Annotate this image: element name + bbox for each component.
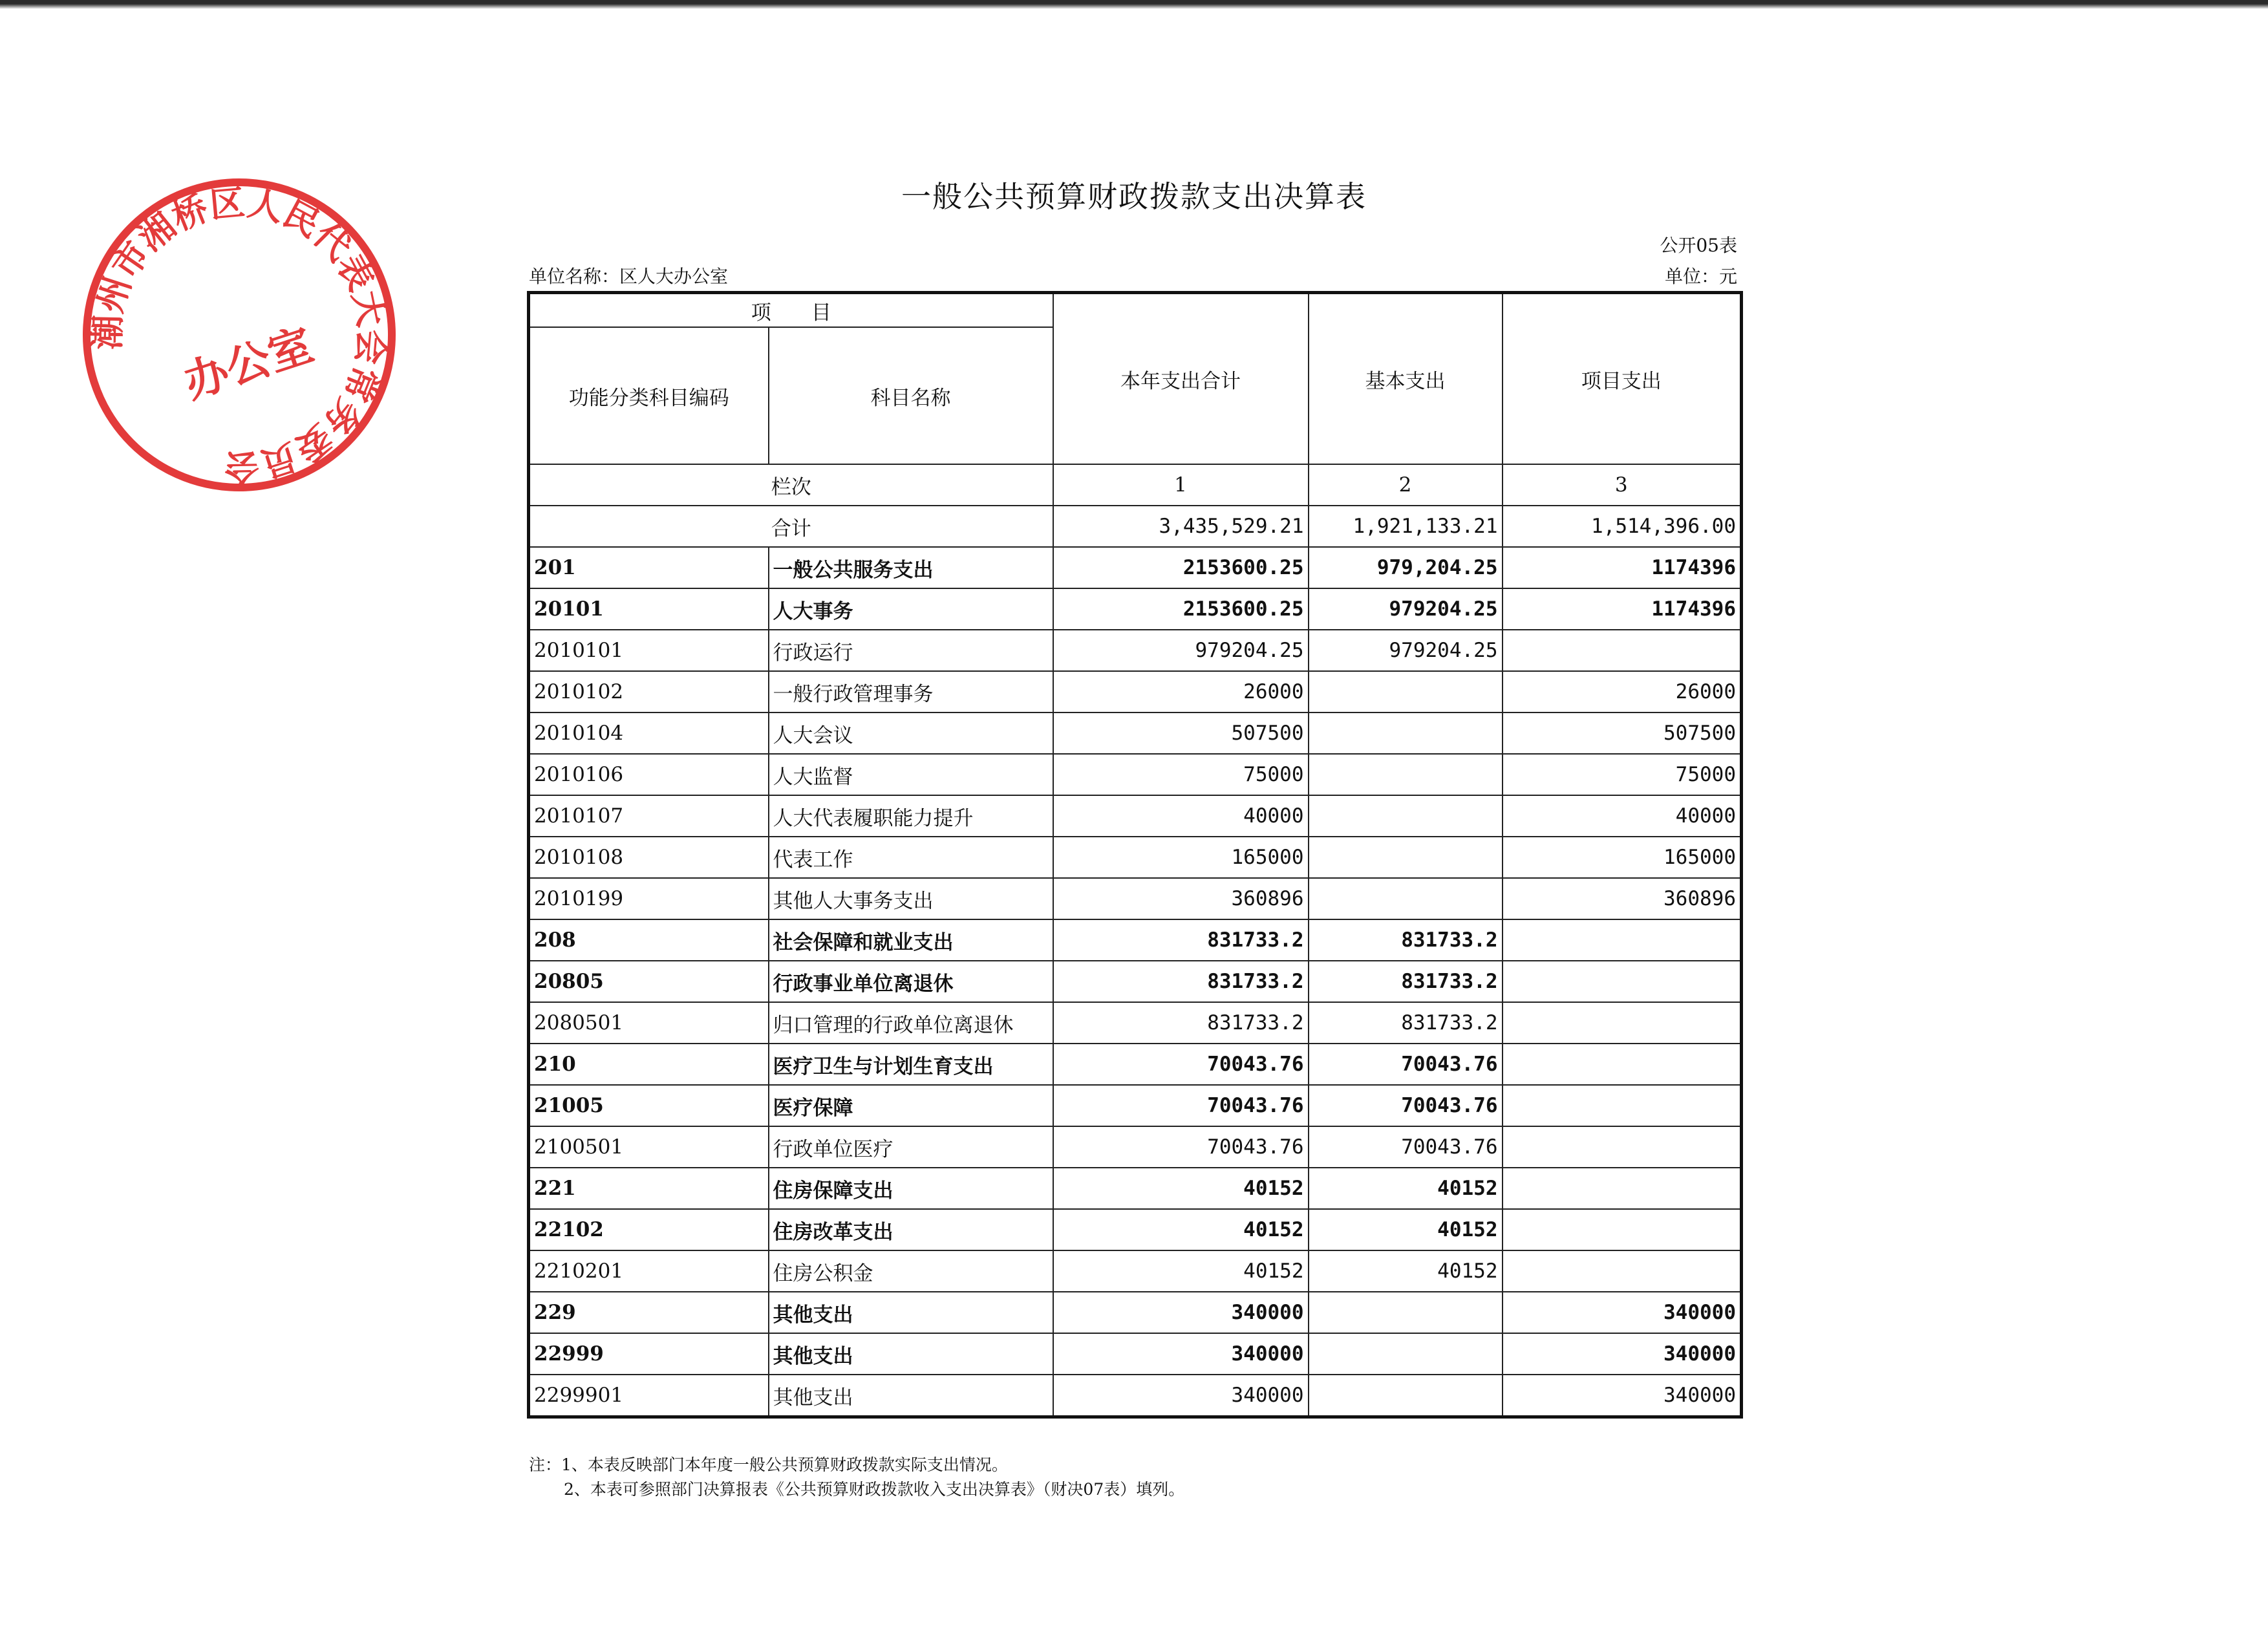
row-project — [1503, 961, 1742, 1002]
row-total: 979204.25 — [1053, 630, 1309, 671]
row-name: 医疗保障 — [769, 1085, 1053, 1126]
total-amount: 3,435,529.21 — [1053, 506, 1309, 547]
row-project: 75000 — [1503, 754, 1742, 795]
row-name: 住房保障支出 — [769, 1168, 1053, 1209]
table-row — [529, 1333, 1742, 1375]
row-code: 22999 — [529, 1333, 769, 1375]
table-row — [529, 1085, 1742, 1126]
row-project: 507500 — [1503, 712, 1742, 754]
row-name: 住房改革支出 — [769, 1209, 1053, 1250]
row-code: 2100501 — [529, 1126, 769, 1168]
row-project — [1503, 630, 1742, 671]
row-total: 40152 — [1053, 1250, 1309, 1292]
row-code: 22102 — [529, 1209, 769, 1250]
row-name: 社会保障和就业支出 — [769, 919, 1053, 961]
table-row — [529, 547, 1742, 588]
unit-name: 单位名称：区人大办公室 — [529, 266, 729, 287]
row-code: 20805 — [529, 961, 769, 1002]
row-code: 2010106 — [529, 754, 769, 795]
row-total: 2153600.25 — [1053, 588, 1309, 630]
row-code: 2080501 — [529, 1002, 769, 1044]
currency-unit: 单位：元 — [1664, 266, 1737, 287]
scan-edge — [0, 0, 2268, 9]
row-total: 340000 — [1053, 1375, 1309, 1417]
table-row — [529, 919, 1742, 961]
row-total: 507500 — [1053, 712, 1309, 754]
table-row — [529, 878, 1742, 919]
row-basic — [1309, 1375, 1503, 1417]
row-basic: 40152 — [1309, 1168, 1503, 1209]
row-code: 210 — [529, 1044, 769, 1085]
row-total: 26000 — [1053, 671, 1309, 712]
row-name: 其他支出 — [769, 1292, 1053, 1333]
table-row — [529, 961, 1742, 1002]
row-basic: 979204.25 — [1309, 630, 1503, 671]
row-project — [1503, 1168, 1742, 1209]
table-row — [529, 630, 1742, 671]
row-basic: 831733.2 — [1309, 961, 1503, 1002]
row-project: 165000 — [1503, 837, 1742, 878]
row-total: 360896 — [1053, 878, 1309, 919]
table-row — [529, 1250, 1742, 1292]
row-code: 208 — [529, 919, 769, 961]
row-code: 21005 — [529, 1085, 769, 1126]
header-total: 本年支出合计 — [1053, 293, 1309, 465]
column-index-row — [529, 464, 1742, 506]
row-name: 代表工作 — [769, 837, 1053, 878]
table-row — [529, 754, 1742, 795]
row-project: 26000 — [1503, 671, 1742, 712]
row-name: 住房公积金 — [769, 1250, 1053, 1292]
table-row — [529, 1209, 1742, 1250]
row-basic: 40152 — [1309, 1209, 1503, 1250]
row-name: 其他支出 — [769, 1375, 1053, 1417]
row-total: 40152 — [1053, 1168, 1309, 1209]
header-name: 科目名称 — [769, 327, 1053, 464]
row-total: 165000 — [1053, 837, 1309, 878]
row-project — [1503, 1002, 1742, 1044]
row-project: 340000 — [1503, 1375, 1742, 1417]
row-name: 行政运行 — [769, 630, 1053, 671]
row-code: 20101 — [529, 588, 769, 630]
table-row — [529, 712, 1742, 754]
total-basic: 1,921,133.21 — [1309, 506, 1503, 547]
row-basic: 70043.76 — [1309, 1044, 1503, 1085]
total-project: 1,514,396.00 — [1503, 506, 1742, 547]
row-basic — [1309, 878, 1503, 919]
row-name: 人大代表履职能力提升 — [769, 795, 1053, 837]
row-project — [1503, 1250, 1742, 1292]
row-project — [1503, 1209, 1742, 1250]
row-code: 2010199 — [529, 878, 769, 919]
row-code: 2210201 — [529, 1250, 769, 1292]
row-total: 75000 — [1053, 754, 1309, 795]
row-project — [1503, 1085, 1742, 1126]
row-total: 40152 — [1053, 1209, 1309, 1250]
row-code: 2299901 — [529, 1375, 769, 1417]
row-total: 40000 — [1053, 795, 1309, 837]
footnote-1: 注：1、本表反映部门本年度一般公共预算财政拨款实际支出情况。 — [529, 1455, 1008, 1474]
column-index-3: 3 — [1503, 464, 1742, 506]
row-total: 340000 — [1053, 1292, 1309, 1333]
table-row — [529, 588, 1742, 630]
row-project: 40000 — [1503, 795, 1742, 837]
table-row — [529, 1126, 1742, 1168]
table-row — [529, 795, 1742, 837]
row-name: 行政事业单位离退休 — [769, 961, 1053, 1002]
row-project — [1503, 1044, 1742, 1085]
column-index-2: 2 — [1309, 464, 1503, 506]
row-code: 2010104 — [529, 712, 769, 754]
table-row — [529, 1375, 1742, 1417]
row-code: 2010108 — [529, 837, 769, 878]
row-code: 229 — [529, 1292, 769, 1333]
table-row — [529, 1168, 1742, 1209]
row-basic: 70043.76 — [1309, 1126, 1503, 1168]
row-name: 一般公共服务支出 — [769, 547, 1053, 588]
row-project: 360896 — [1503, 878, 1742, 919]
row-total: 70043.76 — [1053, 1085, 1309, 1126]
row-basic: 831733.2 — [1309, 919, 1503, 961]
footnote-2: 2、本表可参照部门决算报表《公共预算财政拨款收入支出决算表》（财决07表）填列。 — [564, 1480, 1185, 1499]
row-project: 340000 — [1503, 1333, 1742, 1375]
header-project: 项目支出 — [1503, 293, 1742, 465]
row-name: 行政单位医疗 — [769, 1126, 1053, 1168]
row-project: 340000 — [1503, 1292, 1742, 1333]
row-code: 2010102 — [529, 671, 769, 712]
row-total: 831733.2 — [1053, 919, 1309, 961]
header-code: 功能分类科目编码 — [529, 327, 769, 464]
row-name: 人大事务 — [769, 588, 1053, 630]
table-row — [529, 1044, 1742, 1085]
row-basic — [1309, 754, 1503, 795]
row-name: 人大会议 — [769, 712, 1053, 754]
header-basic: 基本支出 — [1309, 293, 1503, 465]
row-name: 其他支出 — [769, 1333, 1053, 1375]
table-row — [529, 1292, 1742, 1333]
table-row — [529, 837, 1742, 878]
row-total: 831733.2 — [1053, 961, 1309, 1002]
form-number: 公开05表 — [1660, 235, 1737, 256]
row-name: 人大监督 — [769, 754, 1053, 795]
row-basic: 831733.2 — [1309, 1002, 1503, 1044]
table-row — [529, 671, 1742, 712]
row-code: 201 — [529, 547, 769, 588]
table-row — [529, 1002, 1742, 1044]
row-code: 2010101 — [529, 630, 769, 671]
row-basic: 40152 — [1309, 1250, 1503, 1292]
row-basic — [1309, 1333, 1503, 1375]
header-item: 项 目 — [529, 293, 1053, 328]
total-label: 合计 — [529, 506, 1053, 547]
row-basic — [1309, 1292, 1503, 1333]
row-total: 831733.2 — [1053, 1002, 1309, 1044]
row-basic — [1309, 795, 1503, 837]
total-row — [529, 506, 1742, 547]
row-code: 221 — [529, 1168, 769, 1209]
row-basic — [1309, 712, 1503, 754]
row-name: 其他人大事务支出 — [769, 878, 1053, 919]
row-basic: 979204.25 — [1309, 588, 1503, 630]
row-project: 1174396 — [1503, 588, 1742, 630]
row-name: 一般行政管理事务 — [769, 671, 1053, 712]
row-code: 2010107 — [529, 795, 769, 837]
page-title: 一般公共预算财政拨款支出决算表 — [901, 179, 1367, 214]
row-name: 医疗卫生与计划生育支出 — [769, 1044, 1053, 1085]
column-index-1: 1 — [1053, 464, 1309, 506]
row-basic: 70043.76 — [1309, 1085, 1503, 1126]
row-total: 70043.76 — [1053, 1044, 1309, 1085]
row-total: 70043.76 — [1053, 1126, 1309, 1168]
row-project — [1503, 1126, 1742, 1168]
column-index-label: 栏次 — [529, 464, 1053, 506]
row-total: 2153600.25 — [1053, 547, 1309, 588]
row-name: 归口管理的行政单位离退休 — [769, 1002, 1053, 1044]
row-basic: 979,204.25 — [1309, 547, 1503, 588]
seal-center-text: 办公室 — [178, 319, 319, 409]
row-project: 1174396 — [1503, 547, 1742, 588]
header-row-item — [529, 293, 1742, 328]
budget-table — [527, 291, 1743, 1419]
row-project — [1503, 919, 1742, 961]
row-basic — [1309, 837, 1503, 878]
seal-ring-text: 潮州市湘桥区人民代表大会常务委员会 — [87, 182, 392, 488]
row-basic — [1309, 671, 1503, 712]
row-total: 340000 — [1053, 1333, 1309, 1375]
